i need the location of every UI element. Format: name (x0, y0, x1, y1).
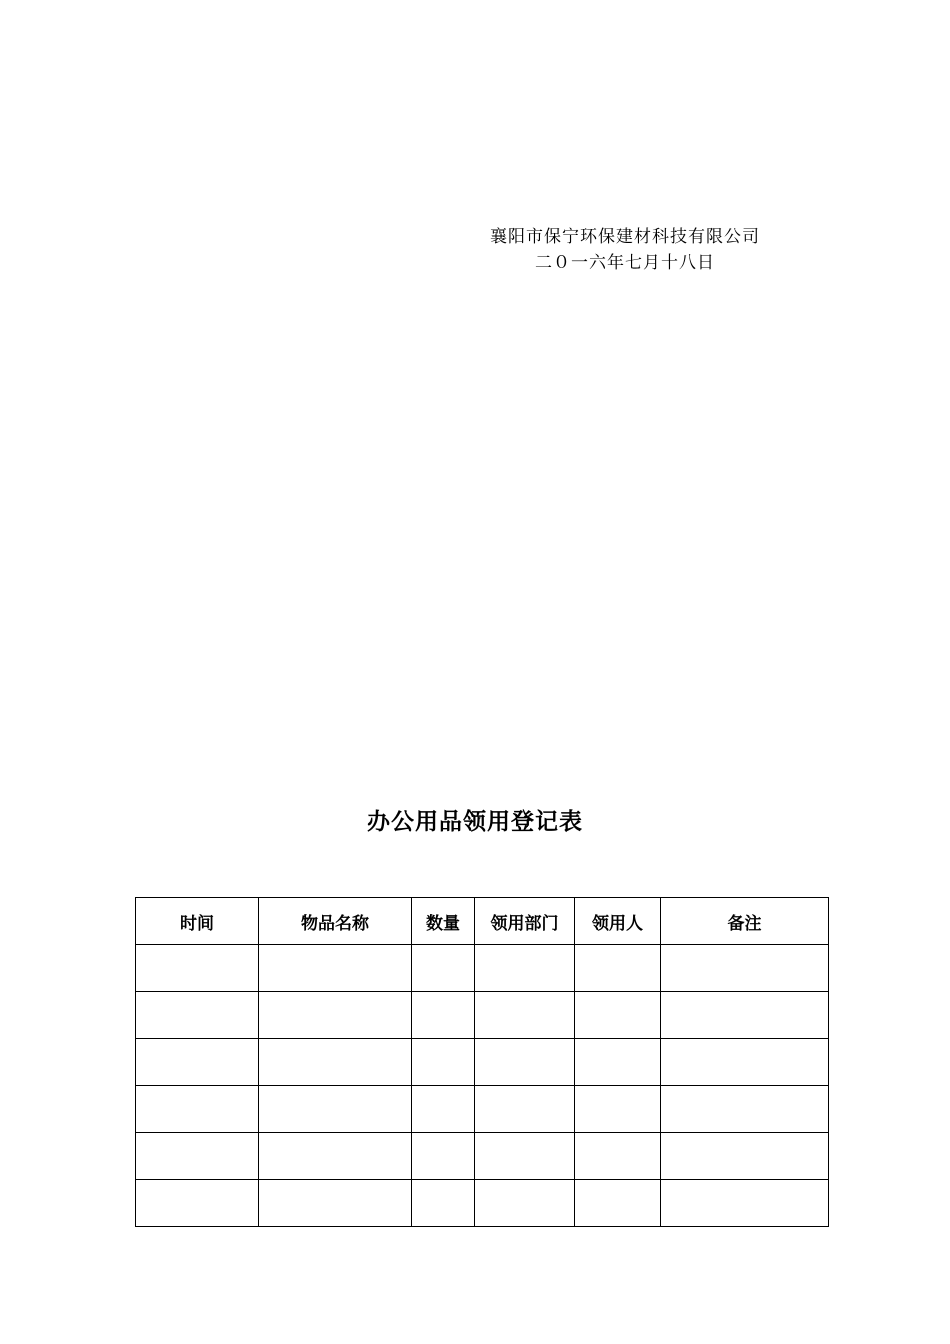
table-cell (412, 992, 475, 1039)
table-row (136, 1180, 829, 1227)
table-cell (475, 992, 575, 1039)
table-cell (575, 1086, 661, 1133)
form-title: 办公用品领用登记表 (367, 809, 583, 835)
table-cell (661, 1180, 829, 1227)
table-row (136, 1133, 829, 1180)
table-cell (136, 1086, 259, 1133)
column-header-recipient: 领用人 (575, 898, 661, 945)
table-header-row (136, 898, 829, 945)
column-header-department: 领用部门 (475, 898, 575, 945)
signature-date: 二０一六年七月十八日 (535, 253, 715, 273)
table-cell (136, 1133, 259, 1180)
table-row (136, 945, 829, 992)
table-cell (136, 945, 259, 992)
table-cell (475, 1180, 575, 1227)
table-cell (412, 1180, 475, 1227)
table-cell (412, 1039, 475, 1086)
table-cell (661, 1133, 829, 1180)
table-cell (136, 992, 259, 1039)
signature-block (470, 224, 780, 276)
table-cell (412, 1133, 475, 1180)
table-cell (259, 945, 412, 992)
table-cell (259, 1086, 412, 1133)
table-cell (575, 945, 661, 992)
table-cell (575, 1039, 661, 1086)
company-name: 襄阳市保宁环保建材科技有限公司 (490, 227, 760, 247)
table-row (136, 1039, 829, 1086)
table-cell (259, 1133, 412, 1180)
column-header-quantity: 数量 (412, 898, 475, 945)
table-cell (661, 992, 829, 1039)
table-cell (259, 1039, 412, 1086)
table-cell (475, 1086, 575, 1133)
register-table (135, 897, 829, 1227)
column-header-time: 时间 (136, 898, 259, 945)
table-cell (575, 1133, 661, 1180)
table-row (136, 1086, 829, 1133)
table-cell (259, 1180, 412, 1227)
table-row (136, 992, 829, 1039)
table-cell (412, 1086, 475, 1133)
table-cell (136, 1180, 259, 1227)
table-cell (661, 945, 829, 992)
table-cell (259, 992, 412, 1039)
table-cell (475, 945, 575, 992)
column-header-item-name: 物品名称 (259, 898, 412, 945)
table-cell (475, 1133, 575, 1180)
table-cell (136, 1039, 259, 1086)
table-cell (661, 1039, 829, 1086)
table-cell (475, 1039, 575, 1086)
table-cell (412, 945, 475, 992)
table-cell (575, 1180, 661, 1227)
table-cell (575, 992, 661, 1039)
table-cell (661, 1086, 829, 1133)
column-header-remarks: 备注 (661, 898, 829, 945)
